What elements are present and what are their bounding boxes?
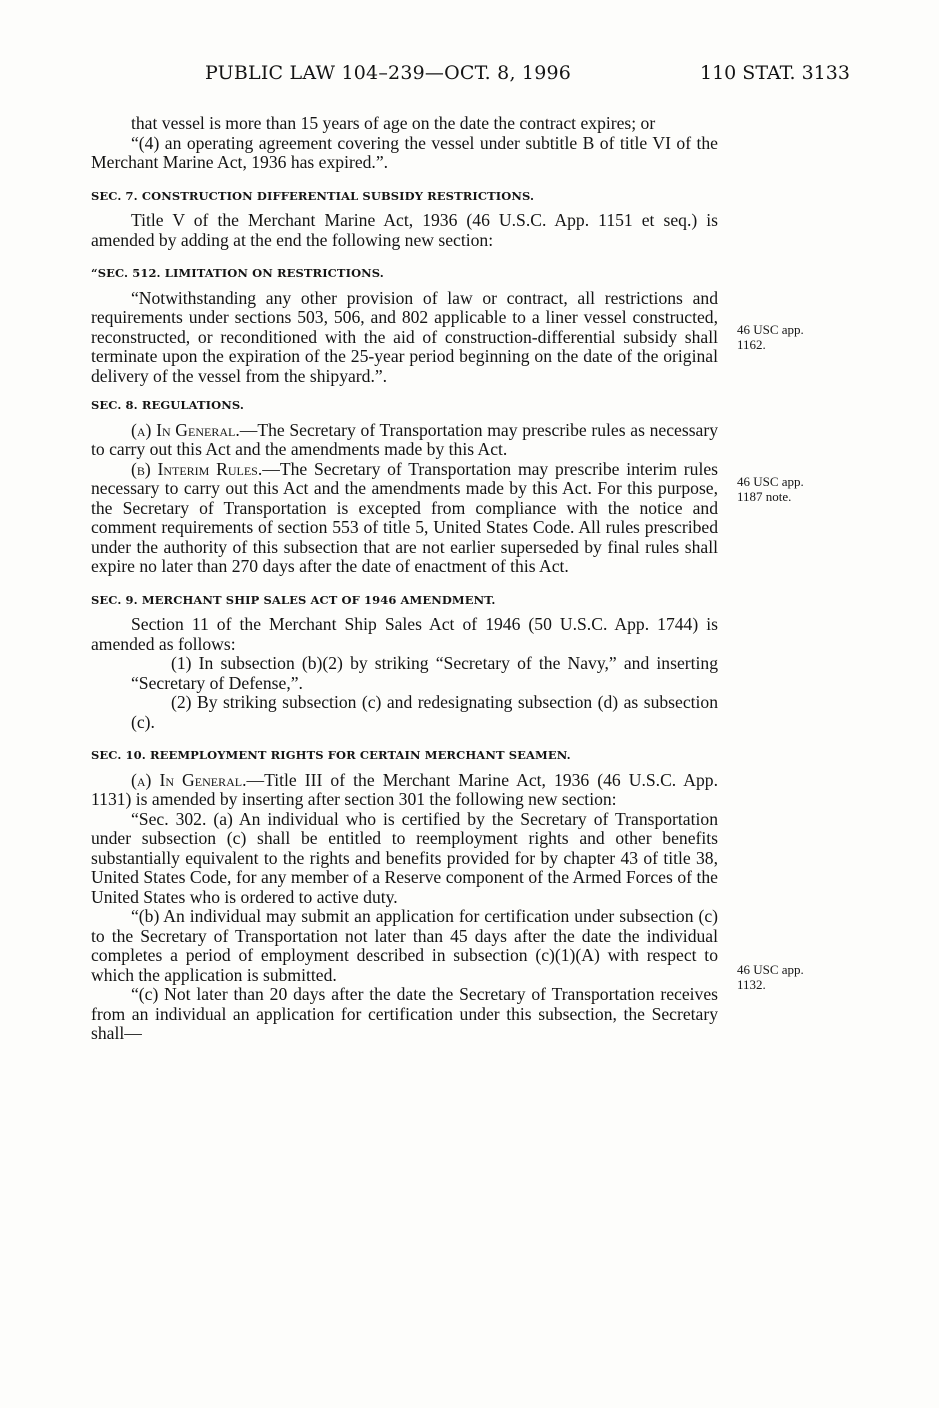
paragraph <box>91 460 718 577</box>
margin-note-line: 46 USC app. <box>737 474 804 489</box>
subsection-text: —The Secretary of Transportation may prescribe rules as necessary to carry out this Act and the amendments made by this Act. <box>91 419 719 459</box>
paragraph: “(b) An individual may submit an application for certification under subsection (c) to the Secretary of Transportation not later than 45 days after the date the individual completes a period of employment described in subsection (c)(1)(A) with respect to which the application is submitted. <box>91 906 718 985</box>
paragraph: “Sec. 302. (a) An individual who is certified by the Secretary of Transportation under subsection (c) shall be entitled to reemployment rights and other benefits substantially equivalent to the rights and benefits provided for by chapter 43 of title 38, United States Code, for any member of a Reserve component of the Armed Forces of the United States who is ordered to active duty. <box>91 808 718 907</box>
subsection-label: (a) In General. <box>131 419 240 440</box>
paragraph: that vessel is more than 15 years of age on the date the contract expires; or <box>131 113 656 133</box>
running-header-title: PUBLIC LAW 104–239—OCT. 8, 1996 <box>205 62 572 84</box>
paragraph: “Notwithstanding any other provision of law or contract, all restrictions and requirements under sections 503, 506, and 802 applicable to a liner vessel constructed, reconstructed, or reconditioned with the aid of construction-differential subsidy shall terminate upon the expiration of the 25-year period beginning on the date of the original delivery of the vessel from the shipyard.”. <box>91 287 718 386</box>
paragraph <box>91 771 718 810</box>
subsection-text: —The Secretary of Transportation may prescribe interim rules necessary to carry out this Act and the amendments made by this Act. For this purpose, the Secretary of Transportation is excepted from compliance with the notice and comment requirements of section 553 of title 5, United States Code. All rules prescribed under the authority of this subsection that are not earlier superseded by final rules shall expire no later than 270 days after the date of enactment of this Act. <box>91 458 718 576</box>
paragraph: “(4) an operating agreement covering the vessel under subtitle B of title VI of the Merchant Marine Act, 1936 has expired.”. <box>91 132 718 172</box>
subsection-label: (a) In General. <box>131 769 247 790</box>
section-heading: SEC. 10. REEMPLOYMENT RIGHTS FOR CERTAIN MERCHANT SEAMEN. <box>91 748 571 762</box>
page-number: 110 STAT. 3133 <box>700 62 850 84</box>
statute-body <box>91 114 718 1044</box>
paragraph: Section 11 of the Merchant Ship Sales Act of 1946 (50 U.S.C. App. 1744) is amended as follows: <box>91 614 718 654</box>
margin-note-line: 1162. <box>737 337 766 352</box>
margin-note-line: 46 USC app. <box>737 322 804 337</box>
paragraph: “(c) Not later than 20 days after the date the Secretary of Transportation receives from an individual an application for certification under this subsection, the Secretary shall— <box>91 984 718 1043</box>
paragraph <box>91 421 718 460</box>
margin-note-line: 1187 note. <box>737 489 792 504</box>
margin-note-line: 46 USC app. <box>737 962 804 977</box>
margin-note <box>737 474 847 504</box>
subsection-label: (b) Interim Rules. <box>131 458 263 479</box>
section-heading: SEC. 9. MERCHANT SHIP SALES ACT OF 1946 AMENDMENT. <box>91 592 496 607</box>
section-heading: “SEC. 512. LIMITATION ON RESTRICTIONS. <box>91 266 384 280</box>
paragraph: (2) By striking subsection (c) and redesignating subsection (d) as subsection (c). <box>131 692 718 732</box>
section-heading: SEC. 8. REGULATIONS. <box>91 398 244 412</box>
section-heading: SEC. 7. CONSTRUCTION DIFFERENTIAL SUBSIDY RESTRICTIONS. <box>91 188 535 203</box>
paragraph: Title V of the Merchant Marine Act, 1936 (46 U.S.C. App. 1151 et seq.) is amended by adding at the end the following new section: <box>91 210 718 250</box>
subsection-text: —Title III of the Merchant Marine Act, 1936 (46 U.S.C. App. 1131) is amended by inserting after section 301 the following new section: <box>91 769 718 809</box>
margin-note <box>737 322 847 352</box>
paragraph: (1) In subsection (b)(2) by striking “Secretary of the Navy,” and inserting “Secretary of Defense,”. <box>131 653 718 693</box>
margin-note-line: 1132. <box>737 977 766 992</box>
margin-note <box>737 962 847 992</box>
